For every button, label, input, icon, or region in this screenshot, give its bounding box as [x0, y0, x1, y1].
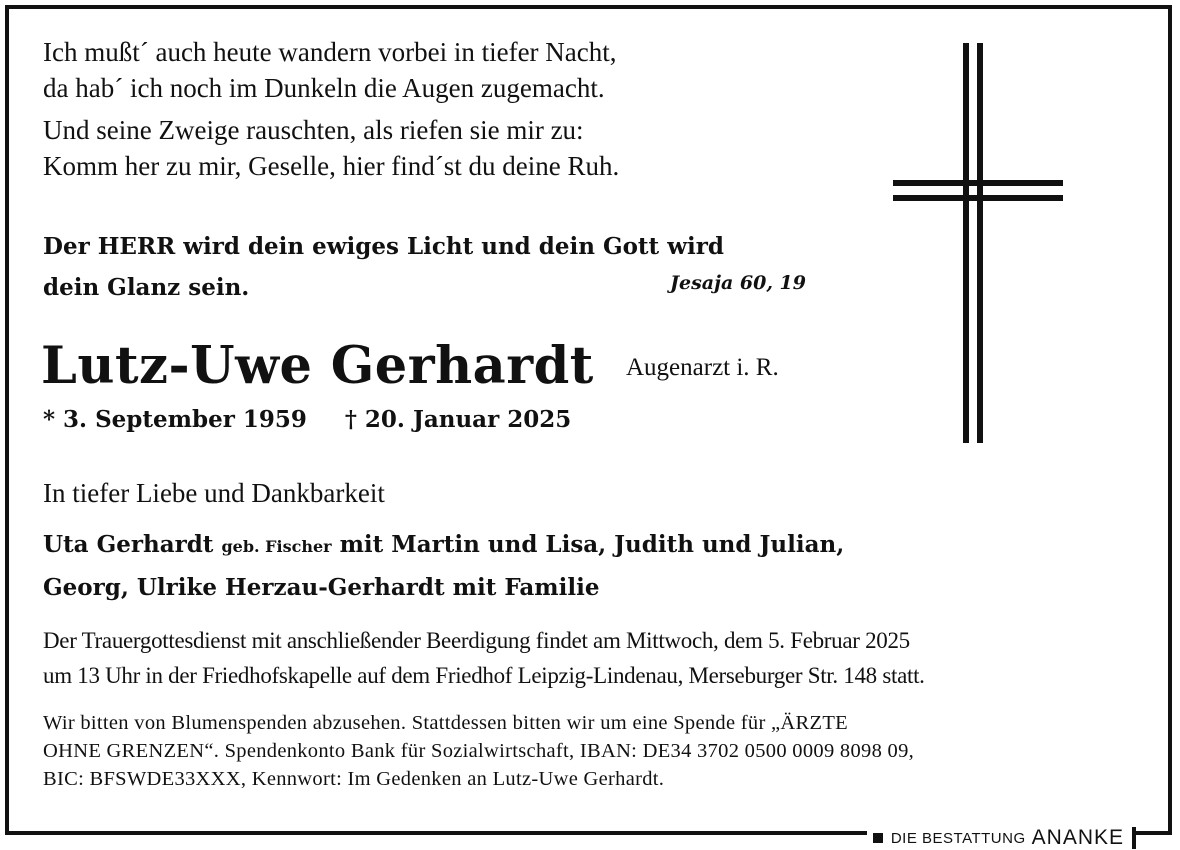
poem-line: Komm her zu mir, Geselle, hier find´st du deine Ruh.: [43, 151, 620, 181]
service-line: Der Trauergottesdienst mit anschließender Beerdigung findet am Mittwoch, dem 5. Februar 2025: [43, 628, 910, 653]
poem-line: Ich mußt´ auch heute wandern vorbei in tiefer Nacht,: [43, 37, 617, 67]
birth-star-icon: *: [43, 406, 56, 433]
mourners-list: [43, 524, 1043, 608]
mourners-intro: In tiefer Liebe und Dankbarkeit: [43, 478, 385, 508]
deceased-name: Lutz-Uwe Gerhardt: [41, 336, 594, 396]
bible-verse: [43, 226, 823, 308]
poem-stanza-1: [43, 34, 823, 106]
deceased-profession: Augenarzt i. R.: [626, 354, 779, 381]
mourners-line-2: Georg, Ulrike Herzau-Gerhardt mit Familie: [43, 574, 600, 601]
donation-info: [43, 709, 1143, 793]
death-dagger-icon: †: [344, 406, 357, 433]
square-marker-icon: [873, 833, 883, 843]
footer-brand: ANANKE: [1031, 826, 1124, 849]
poem-line: Und seine Zweige rauschten, als riefen sie mir zu:: [43, 115, 584, 145]
footer-label: DIE BESTATTUNG: [890, 829, 1026, 847]
mourner-family: mit Martin und Lisa, Judith und Julian,: [339, 531, 845, 558]
donation-line: OHNE GRENZEN“. Spendenkonto Bank für Sozialwirtschaft, IBAN: DE34 3702 0500 0009 8098 09,: [43, 740, 915, 762]
double-line-cross-icon: [893, 43, 1063, 443]
verse-line: Der HERR wird dein ewiges Licht und dein Gott wird: [43, 233, 724, 260]
poem: [43, 34, 823, 190]
donation-line: BIC: BFSWDE33XXX, Kennwort: Im Gedenken an Lutz-Uwe Gerhardt.: [43, 768, 665, 790]
service-line: um 13 Uhr in der Friedhofskapelle auf dem Friedhof Leipzig-Lindenau, Merseburger Str. 148 statt.: [43, 663, 925, 688]
mourners-line-1: [43, 524, 1043, 567]
footer-bar-icon: [1132, 827, 1136, 849]
birth-date: 3. September 1959: [63, 406, 307, 433]
mourner-name: Uta Gerhardt: [43, 531, 214, 558]
verse-reference: Jesaja 60, 19: [670, 272, 806, 294]
maiden-name: geb. Fischer: [221, 537, 332, 556]
death-date: 20. Januar 2025: [364, 406, 572, 433]
deceased-name-row: [41, 336, 594, 396]
donation-line: Wir bitten von Blumenspenden abzusehen. Stattdessen bitten wir um eine Spende für „ÄRZTE: [43, 712, 848, 734]
poem-line: da hab´ ich noch im Dunkeln die Augen zugemacht.: [43, 73, 605, 103]
funeral-service-info: [43, 623, 1143, 693]
poem-stanza-2: [43, 112, 823, 184]
verse-line: dein Glanz sein.: [43, 274, 250, 301]
life-dates: [43, 406, 571, 433]
funeral-home-footer: [867, 827, 1136, 849]
